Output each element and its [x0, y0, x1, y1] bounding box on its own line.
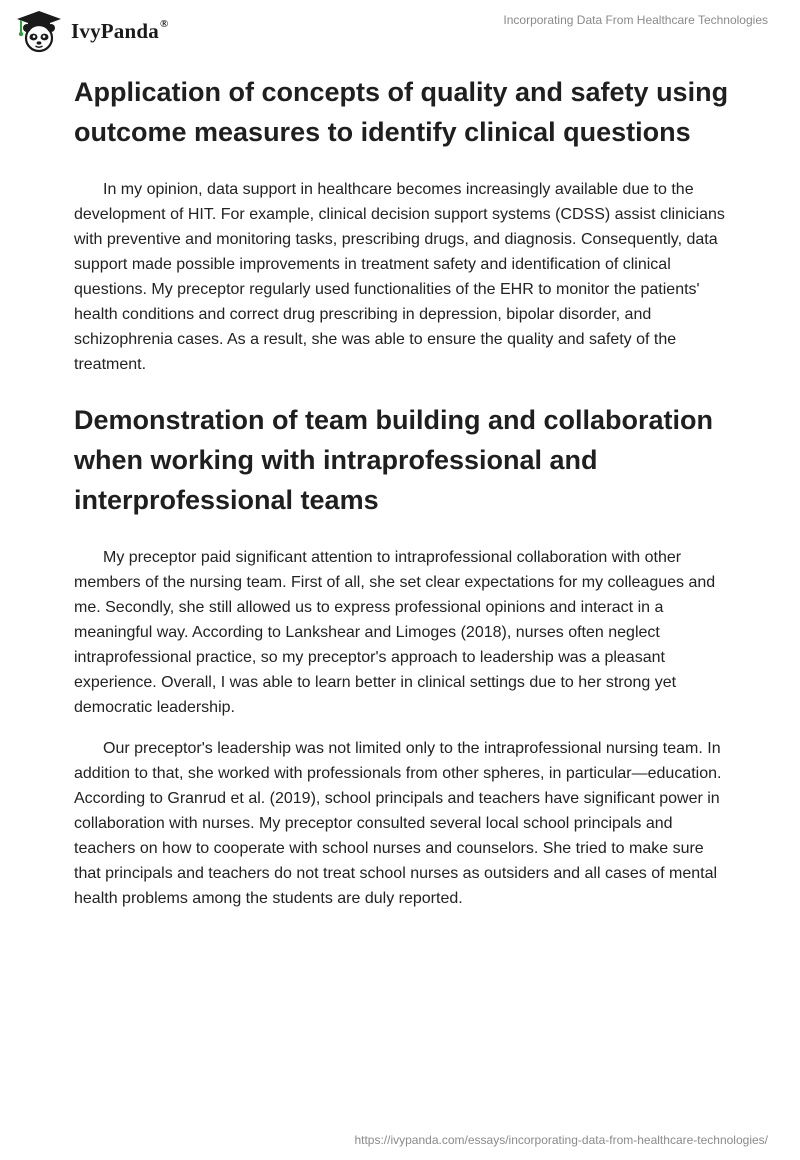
paragraph-interprofessional: Our preceptor's leadership was not limited only to the intraprofessional nursing team. In addition to that, she worked with professionals from other spheres, in particular—education. According to Granrud et al. (2019), school principals and teachers have significant power in collaboration with nurses. My preceptor consulted several local school principals and teachers on how to cooperate with school nurses and counselors. She tried to make sure that principals and teachers do not treat school nurses as outsiders and all cases of mental health problems among the students are duly reported.: [74, 740, 722, 907]
brand-name: IvyPanda: [71, 18, 159, 43]
document-title: Incorporating Data From Healthcare Technologies: [503, 13, 768, 27]
brand-registered-mark: ®: [159, 17, 169, 30]
brand-wordmark: [71, 19, 168, 44]
page-header: [0, 0, 800, 60]
essay-body: [74, 72, 734, 911]
panda-graduate-icon: [15, 9, 63, 53]
brand-logo[interactable]: [15, 9, 168, 53]
section-heading-team-building: Demonstration of team building and collaboration when working with intraprofessional and interprofessional teams: [74, 405, 714, 515]
paragraph-intraprofessional: My preceptor paid significant attention to intraprofessional collaboration with other members of the nursing team. First of all, she set clear expectations for my colleagues and me. Secondly, she still allowed us to express professional opinions and interact in a meaningful way. According to Lankshear and Limoges (2018), nurses often neglect intraprofessional practice, so my preceptor's approach to leadership was a pleasant experience. Overall, I was able to learn better in clinical settings due to her strong yet democratic leadership.: [74, 549, 716, 716]
section-heading-quality-safety: Application of concepts of quality and safety using outcome measures to identify clinical questions: [74, 77, 729, 147]
paragraph-data-support: In my opinion, data support in healthcare becomes increasingly available due to the development of HIT. For example, clinical decision support systems (CDSS) assist clinicians with preventive and monitoring tasks, prescribing drugs, and diagnosis. Consequently, data support made possible improvements in treatment safety and identification of clinical questions. My preceptor regularly used functionalities of the EHR to monitor the patients' health conditions and correct drug prescribing in depression, bipolar disorder, and schizophrenia cases. As a result, she was able to ensure the quality and safety of the treatment.: [74, 181, 725, 373]
source-url[interactable]: https://ivypanda.com/essays/incorporating-data-from-healthcare-technologies/: [354, 1133, 768, 1147]
